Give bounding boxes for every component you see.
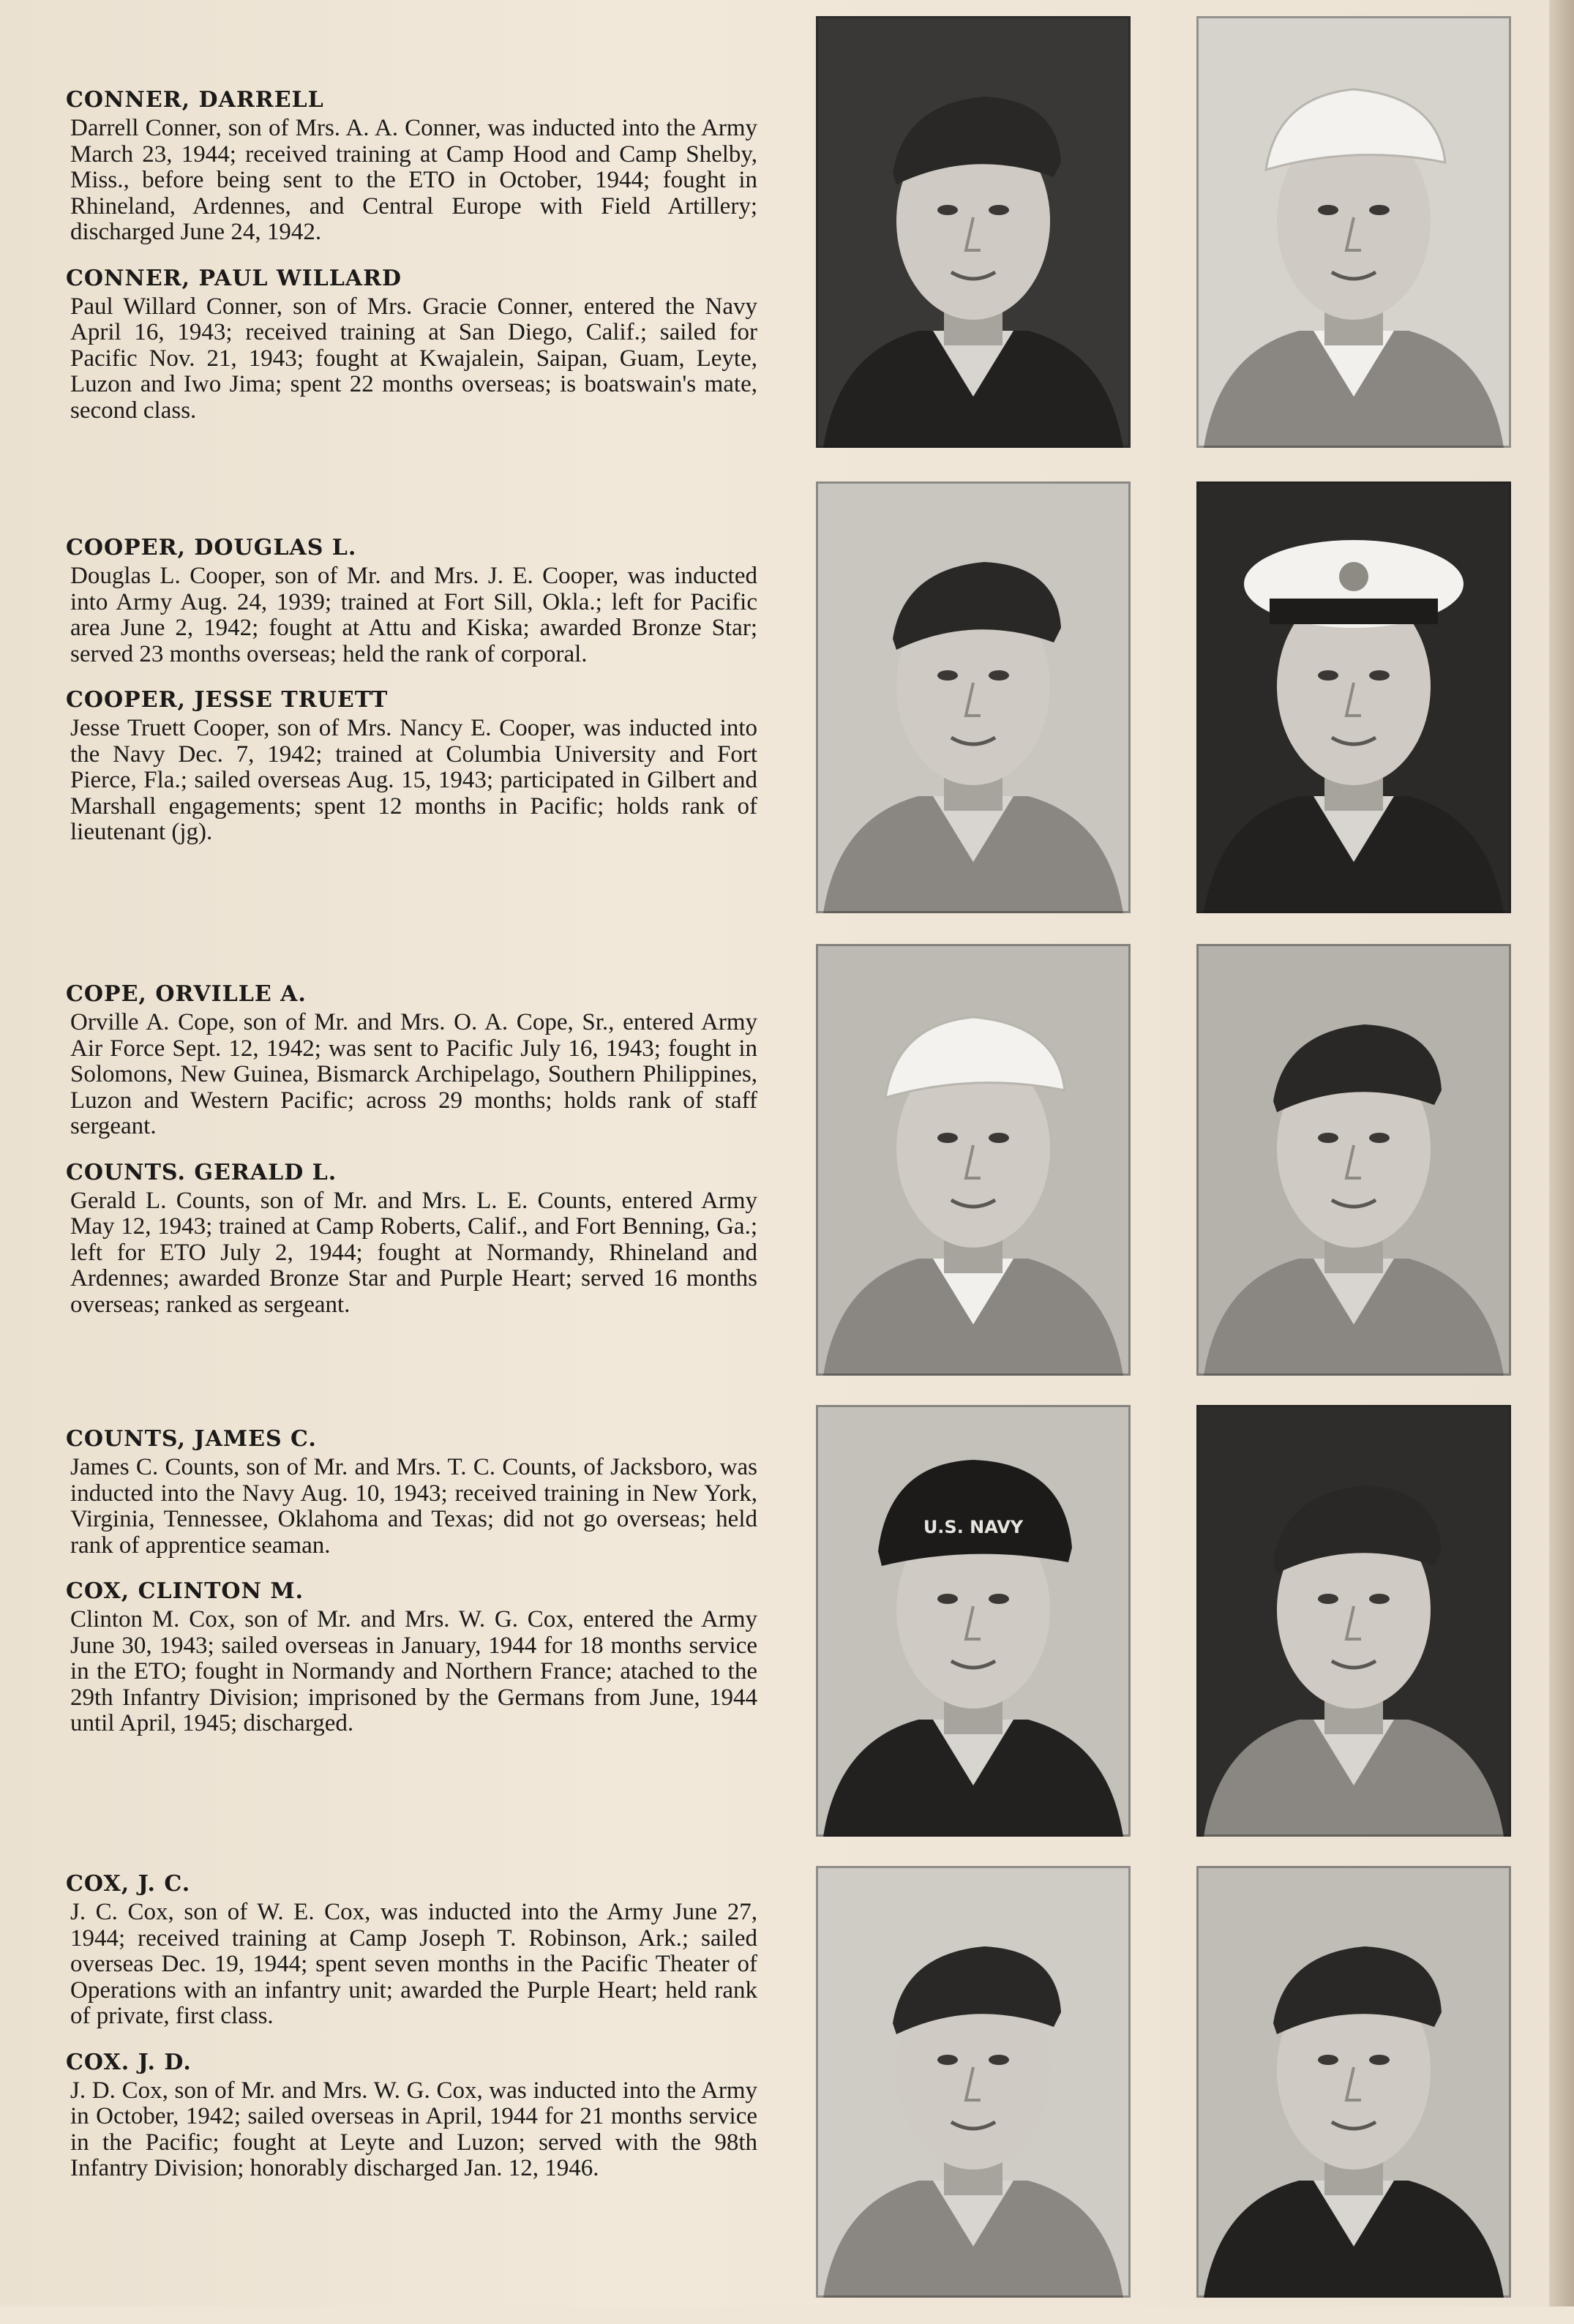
- portrait-row-3: [816, 944, 1548, 1376]
- entry-conner-darrell: [66, 86, 757, 246]
- portrait-grid: [816, 16, 1548, 2292]
- portrait-eye: [1369, 1594, 1390, 1604]
- page-spine: [1549, 0, 1574, 2306]
- portrait-photo: [816, 16, 1131, 448]
- entry-group-5: [66, 1870, 757, 2324]
- entry-name: COUNTS. GERALD L.: [66, 1159, 337, 1185]
- portrait-row-4: [816, 1405, 1548, 1837]
- entry-bio: Paul Willard Conner, son of Mrs. Gracie Conner, entered the Navy April 16, 1943; received training at San Diego, Calif.; sailed for Pacific Nov. 21, 1943; fought at Kwajalein, Saipan, Guam, Leyte, Luzon and Iwo Jima; spent 22 months overseas; is boatswain's mate, second class.: [70, 293, 757, 424]
- portrait-image: [816, 1405, 1131, 1837]
- entry-name: COOPER, DOUGLAS L.: [66, 535, 357, 561]
- entry-cooper-jesse-truett: [66, 686, 757, 846]
- portrait-eye: [937, 1594, 958, 1604]
- entry-bio: J. C. Cox, son of W. E. Cox, was inducted into the Army June 27, 1944; received training at Camp Joseph T. Robinson, Ark.; sailed overseas Dec. 19, 1944; spent seven months in the Pacific Theater of Operations with an infantry unit; awarded the Purple Heart; held rank of private, first class.: [70, 1899, 757, 2029]
- entry-bio: J. D. Cox, son of Mr. and Mrs. W. G. Cox, was inducted into the Army in October, 1942; sailed overseas in April, 1944 for 21 months service in the Pacific; fought at Leyte and Luzon; served with the 98th Infantry Division; honorably discharged Jan. 12, 1946.: [70, 2077, 757, 2181]
- portrait-eye: [989, 670, 1009, 681]
- entry-bio: James C. Counts, son of Mr. and Mrs. T. C. Counts, of Jacksboro, was inducted into the Navy Aug. 10, 1943; received training in New York, Virginia, Tennessee, Oklahoma and Texas; did not go overseas; held rank of apprentice seaman.: [70, 1454, 757, 1559]
- entry-bio: Jesse Truett Cooper, son of Mrs. Nancy E. Cooper, was inducted into the Navy Dec. 7, 1942; trained at Columbia University and Fort Pierce, Fla.; sailed overseas Aug. 15, 1943; participated in Gilbert and Marshall engagements; spent 12 months in Pacific; holds rank of lieutenant (jg).: [70, 715, 757, 845]
- entry-bio: Darrell Conner, son of Mrs. A. A. Conner, was inducted into the Army March 23, 1944; received training at Camp Hood and Camp Shelby, Miss., before being sent to the ETO in October, 1944; fought in Rhineland, Ardennes, and Central Europe with Field Artillery; discharged June 24, 1942.: [70, 115, 757, 245]
- portrait-row-2: [816, 481, 1548, 913]
- portrait-image: [816, 944, 1131, 1376]
- portrait-photo: [816, 944, 1131, 1376]
- entry-name: COUNTS, JAMES C.: [66, 1426, 317, 1452]
- portrait-image: [1196, 944, 1511, 1376]
- portrait-eye: [937, 670, 958, 681]
- portrait-eye: [1369, 2055, 1390, 2065]
- portrait-image: [816, 1866, 1131, 2298]
- portrait-photo: [816, 1405, 1131, 1837]
- entry-group-3: [66, 981, 757, 1434]
- entry-name: COX. J. D.: [66, 2049, 192, 2075]
- entry-name: CONNER, PAUL WILLARD: [66, 265, 402, 291]
- entry-bio: Gerald L. Counts, son of Mr. and Mrs. L. E. Counts, entered Army May 12, 1943; trained at Camp Roberts, Calif., and Fort Benning, Ga.; left for ETO July 2, 1944; fought at Normandy, Rhineland and Ardennes; awarded Bronze Star and Purple Heart; served 16 months overseas; ranked as sergeant.: [70, 1187, 757, 1318]
- portrait-image: [816, 16, 1131, 448]
- portrait-eye: [1318, 2055, 1338, 2065]
- portrait-eye: [989, 1133, 1009, 1143]
- entry-cox-clinton: [66, 1578, 757, 1737]
- entry-cox-jc: [66, 1870, 757, 2030]
- portrait-photo: [1196, 1405, 1511, 1837]
- portrait-eye: [1318, 1594, 1338, 1604]
- entry-bio: Clinton M. Cox, son of Mr. and Mrs. W. G. Cox, entered the Army June 30, 1943; sailed overseas in January, 1944 for 18 months service in the ETO; fought in Normandy and Northern France; atached to the 29th Infantry Division; imprisoned by the Germans from June, 1944 until April, 1945; discharged.: [70, 1606, 757, 1736]
- portrait-eye: [1318, 670, 1338, 681]
- entry-counts-james: [66, 1425, 757, 1559]
- entry-name: COX, J. C.: [66, 1871, 191, 1897]
- portrait-eye: [989, 2055, 1009, 2065]
- entry-cope-orville: [66, 981, 757, 1140]
- entry-name: COX, CLINTON M.: [66, 1578, 304, 1604]
- portrait-photo: [1196, 481, 1511, 913]
- portrait-photo: [816, 1866, 1131, 2298]
- entry-name: COPE, ORVILLE A.: [66, 981, 307, 1007]
- portrait-photo: [1196, 944, 1511, 1376]
- entry-conner-paul-willard: [66, 265, 757, 424]
- portrait-eye: [1369, 1133, 1390, 1143]
- portrait-photo: [816, 481, 1131, 913]
- portrait-eye: [1369, 205, 1390, 215]
- entry-group-1: [66, 86, 757, 540]
- entry-cooper-douglas: [66, 534, 757, 667]
- entry-group-4: [66, 1425, 757, 1879]
- portrait-eye: [937, 205, 958, 215]
- cap-band-text: U.S. NAVY: [923, 1517, 1024, 1537]
- portrait-image: [1196, 16, 1511, 448]
- portrait-eye: [989, 205, 1009, 215]
- portrait-photo: [1196, 1866, 1511, 2298]
- entry-counts-gerald: [66, 1159, 757, 1319]
- portrait-row-5: [816, 1866, 1548, 2298]
- portrait-image: [816, 481, 1131, 913]
- portrait-eye: [1318, 205, 1338, 215]
- portrait-eye: [1369, 670, 1390, 681]
- entry-name: COOPER, JESSE TRUETT: [66, 687, 389, 713]
- entry-name: CONNER, DARRELL: [66, 87, 324, 113]
- portrait-eye: [937, 1133, 958, 1143]
- portrait-photo: [1196, 16, 1511, 448]
- portrait-image: [1196, 481, 1511, 913]
- portrait-eye: [937, 2055, 958, 2065]
- portrait-eye: [989, 1594, 1009, 1604]
- portrait-image: [1196, 1405, 1511, 1837]
- portrait-eye: [1318, 1133, 1338, 1143]
- portrait-image: [1196, 1866, 1511, 2298]
- entry-bio: Douglas L. Cooper, son of Mr. and Mrs. J. E. Cooper, was inducted into Army Aug. 24, 1939; trained at Fort Sill, Okla.; left for Pacific area June 2, 1942; fought at Attu and Kiska; awarded Bronze Star; served 23 months overseas; held the rank of corporal.: [70, 563, 757, 667]
- entry-group-2: [66, 534, 757, 988]
- entry-bio: Orville A. Cope, son of Mr. and Mrs. O. A. Cope, Sr., entered Army Air Force Sept. 12, 1942; was sent to Pacific July 16, 1943; fought in Solomons, New Guinea, Bismarck Archipelago, Southern Philippines, Luzon and Western Pacific; across 29 months; holds rank of staff sergeant.: [70, 1009, 757, 1139]
- portrait-row-1: [816, 16, 1548, 448]
- entry-cox-jd: [66, 2049, 757, 2182]
